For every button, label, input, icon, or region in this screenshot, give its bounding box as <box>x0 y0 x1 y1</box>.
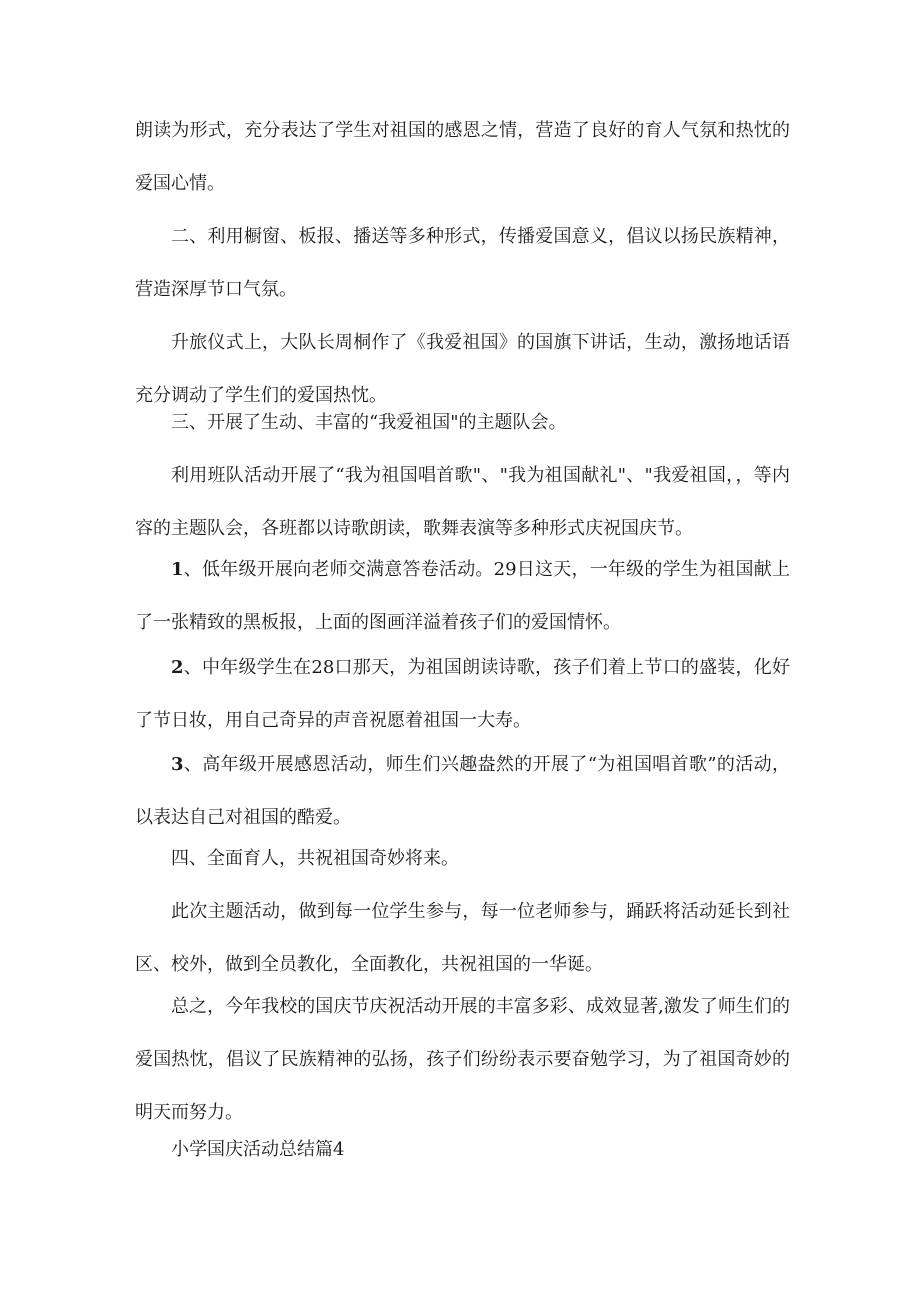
paragraph-continuation <box>135 104 790 210</box>
list-number: 2 <box>171 657 184 678</box>
paragraph-text: 此次主题活动，做到每一位学生参与，每一位老师参与，踊跃将活动延长到社区、校外，做到全员教化，全面教化，共祝祖国的一华诞。 <box>135 901 790 975</box>
paragraph-text: 小学国庆活动总结篇4 <box>171 1139 345 1160</box>
paragraph-text: 三、开展了生动、丰富的“我爱祖国"的主题队会。 <box>171 412 567 433</box>
paragraph-text: 、低年级开展向老师交满意答卷活动。29日这天，一年级的学生为祖国献上了一张精致的黑板报，上面的图画洋溢着孩子们的爱国情怀。 <box>135 559 790 633</box>
list-number: 3 <box>171 754 184 775</box>
paragraph-conclusion <box>135 980 790 1139</box>
paragraph-text: 二、利用橱窗、板报、播送等多种形式，传播爱国意义，倡议以扬民族精神，营造深厚节口气氛。 <box>135 226 790 300</box>
paragraph-text: 四、全面育人，共祝祖国奇妙将来。 <box>171 848 459 869</box>
paragraph-text: 升旅仪式上，大队长周桐作了《我爱祖国》的国旗下讲话，生动，激扬地话语充分调动了学生们的爱国热忱。 <box>135 332 790 406</box>
paragraph-text: 、中年级学生在28口那天，为祖国朗读诗歌，孩子们着上节口的盛装，化好了节日妆，用自己奇异的声音祝愿着祖国一大寿。 <box>135 657 790 731</box>
section-heading-two <box>135 210 790 316</box>
next-section-title <box>135 1123 790 1176</box>
paragraph-text: 总之，今年我校的国庆节庆祝活动开展的丰富多彩、成效显著,激发了师生们的爱国热忱，倡议了民族精神的弘扬，孩子们纷纷表示要奋勉学习，为了祖国奇妙的明天而努力。 <box>135 996 790 1123</box>
section-heading-three <box>135 396 790 449</box>
paragraph-class-activities <box>135 449 790 555</box>
paragraph-text: 利用班队活动开展了“我为祖国唱首歌"、"我为祖国献礼"、"我爱祖国，，等内容的主题队会，各班都以诗歌朗读，歌舞表演等多种形式庆祝国庆节。 <box>135 465 790 539</box>
section-heading-four <box>135 832 790 885</box>
list-number: 1 <box>171 559 184 580</box>
paragraph-text: 朗读为形式，充分表达了学生对祖国的感恩之情，营造了良好的育人气氛和热忱的爱国心情。 <box>135 120 790 194</box>
paragraph-text: 、高年级开展感恩活动，师生们兴趣盎然的开展了“为祖国唱首歌”的活动，以表达自己对祖国的酷爱。 <box>135 754 790 828</box>
paragraph-participation <box>135 885 790 991</box>
list-item-middle-grade <box>135 641 790 747</box>
list-item-upper-grade <box>135 738 790 844</box>
list-item-lower-grade <box>135 543 790 649</box>
